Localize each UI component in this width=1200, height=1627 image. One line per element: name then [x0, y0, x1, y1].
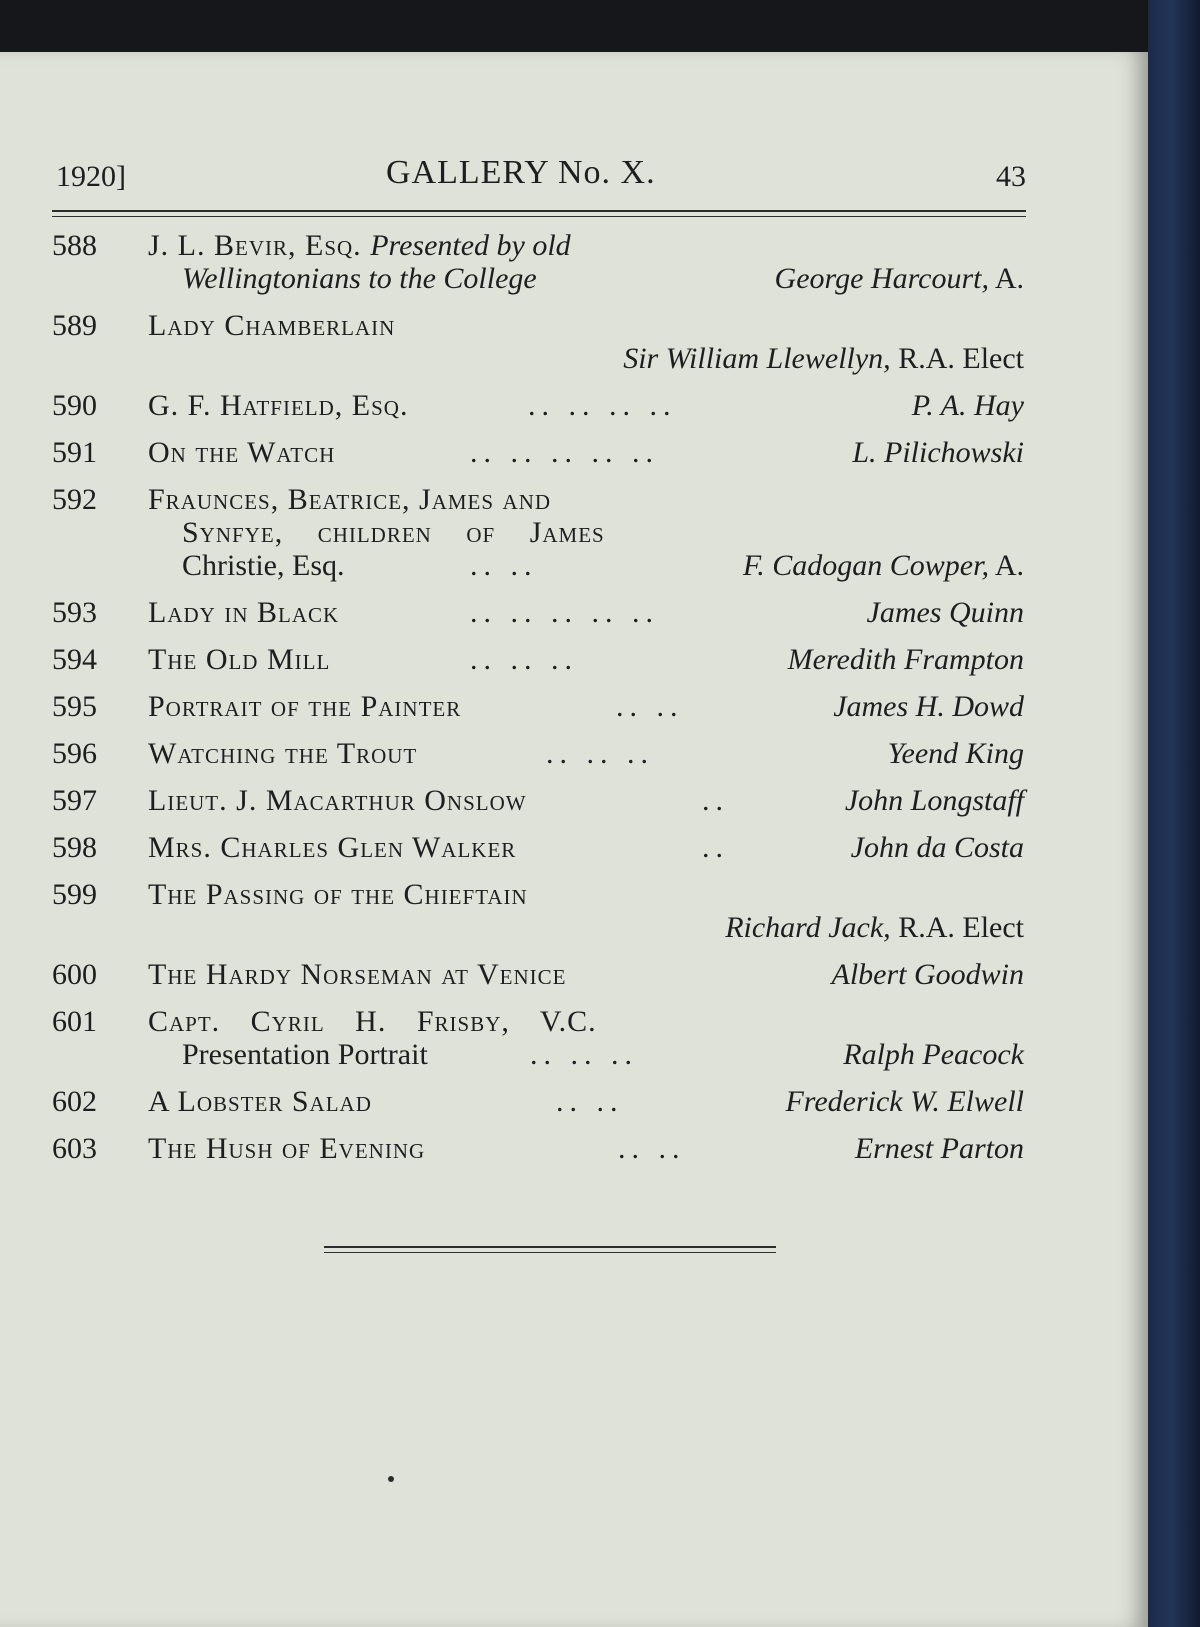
ink-mark: [388, 1476, 394, 1482]
catalogue-entry: [0, 691, 1148, 724]
entry-artist: John da Costa: [850, 831, 1024, 864]
entry-artist: James Quinn: [866, 596, 1024, 629]
entry-artist: James H. Dowd: [833, 690, 1024, 723]
entry-artist: Albert Goodwin: [831, 958, 1024, 991]
catalogue-entry: [0, 879, 1148, 945]
page-number: 43: [996, 160, 1026, 193]
entry-title: Portrait of the Painter: [148, 690, 462, 723]
footer-rule-thin: [324, 1252, 776, 1253]
leader-dots: ..: [702, 831, 729, 864]
entry-title-continued: Christie, Esq.: [182, 549, 345, 582]
entry-artist: L. Pilichowski: [852, 436, 1024, 469]
entry-title: Mrs. Charles Glen Walker: [148, 831, 517, 864]
leader-dots: ..: [702, 784, 729, 817]
entry-title: Lady in Black: [148, 596, 340, 629]
catalogue-entry: [0, 597, 1148, 630]
entry-artist: Richard Jack, R.A. Elect: [725, 911, 1024, 944]
entry-artist: Ralph Peacock: [843, 1038, 1024, 1071]
catalogue-entry: [0, 1086, 1148, 1119]
entry-title: On the Watch: [148, 436, 336, 469]
entry-title: Lady Chamberlain: [148, 309, 396, 342]
entry-number: 594: [52, 643, 97, 676]
entry-artist: Yeend King: [887, 737, 1024, 770]
catalogue-entry: [0, 484, 1148, 583]
entry-number: 596: [52, 737, 97, 770]
entry-artist: John Longstaff: [844, 784, 1024, 817]
entry-artist: Sir William Llewellyn, R.A. Elect: [623, 342, 1024, 375]
entry-number: 600: [52, 958, 97, 991]
leader-dots: .. ..: [616, 690, 684, 723]
entry-artist: George Harcourt, A.: [774, 262, 1024, 295]
entry-number: 602: [52, 1085, 97, 1118]
top-shadow: [0, 0, 1148, 60]
entry-title: Lieut. J. Macarthur Onslow: [148, 784, 527, 817]
entry-title: Capt. Cyril H. Frisby, V.C.: [148, 1005, 597, 1038]
catalogue-entry: [0, 738, 1148, 771]
catalogue-entry: [0, 832, 1148, 865]
catalogue-entry: [0, 390, 1148, 423]
entry-title: A Lobster Salad: [148, 1085, 372, 1118]
catalogue-entry: [0, 310, 1148, 376]
leader-dots: .. .. .. .. ..: [470, 596, 659, 629]
entry-artist: Frederick W. Elwell: [785, 1085, 1024, 1118]
entry-title-continued: Wellingtonians to the College: [182, 262, 537, 295]
entry-number: 592: [52, 483, 97, 516]
entry-title-continued: Presentation Portrait: [182, 1038, 428, 1071]
entry-title: Watching the Trout: [148, 737, 418, 770]
entry-title: The Old Mill: [148, 643, 331, 676]
running-header: [0, 154, 1148, 210]
book-cover-edge: [1148, 0, 1200, 1627]
entry-number: 595: [52, 690, 97, 723]
footer-rule-thick: [324, 1246, 776, 1248]
leader-dots: .. .. ..: [470, 643, 578, 676]
entry-number: 603: [52, 1132, 97, 1165]
header-rule-thin: [52, 216, 1026, 217]
catalogue-entries: [0, 230, 1148, 1180]
header-rule-thick: [52, 210, 1026, 212]
entry-title: The Hardy Norseman at Venice: [148, 958, 567, 991]
presented-note: Presented by old: [370, 229, 571, 262]
entry-number: 593: [52, 596, 97, 629]
entry-number: 591: [52, 436, 97, 469]
entry-number: 590: [52, 389, 97, 422]
entry-artist: P. A. Hay: [911, 389, 1024, 422]
leader-dots: .. .. ..: [530, 1038, 638, 1071]
entry-number: 589: [52, 309, 97, 342]
leader-dots: .. .. .. .. ..: [470, 436, 659, 469]
entry-number: 599: [52, 878, 97, 911]
entry-artist: Meredith Frampton: [787, 643, 1024, 676]
catalogue-entry: [0, 230, 1148, 296]
leader-dots: .. ..: [556, 1085, 624, 1118]
leader-dots: .. ..: [470, 549, 538, 582]
catalogue-entry: [0, 437, 1148, 470]
book-page: [0, 52, 1148, 1627]
entry-number: 588: [52, 229, 97, 262]
header-year: 1920]: [56, 160, 126, 193]
entry-number: 598: [52, 831, 97, 864]
entry-number: 597: [52, 784, 97, 817]
entry-title: The Hush of Evening: [148, 1132, 426, 1165]
entry-title: Fraunces, Beatrice, James and: [148, 483, 552, 516]
entry-title-continued: Synfye, children of James: [182, 516, 605, 549]
entry-title: The Passing of the Chieftain: [148, 878, 528, 911]
leader-dots: .. .. ..: [546, 737, 654, 770]
leader-dots: .. ..: [618, 1132, 686, 1165]
catalogue-entry: [0, 785, 1148, 818]
catalogue-entry: [0, 644, 1148, 677]
catalogue-entry: [0, 959, 1148, 992]
entry-artist: F. Cadogan Cowper, A.: [742, 549, 1024, 582]
entry-number: 601: [52, 1005, 97, 1038]
entry-artist: Ernest Parton: [854, 1132, 1024, 1165]
leader-dots: .. .. .. ..: [528, 389, 677, 422]
catalogue-entry: [0, 1133, 1148, 1166]
entry-title: J. L. Bevir, Esq. Presented by old: [148, 229, 571, 262]
catalogue-entry: [0, 1006, 1148, 1072]
page-title: GALLERY No. X.: [386, 154, 656, 191]
entry-title: G. F. Hatfield, Esq.: [148, 389, 409, 422]
